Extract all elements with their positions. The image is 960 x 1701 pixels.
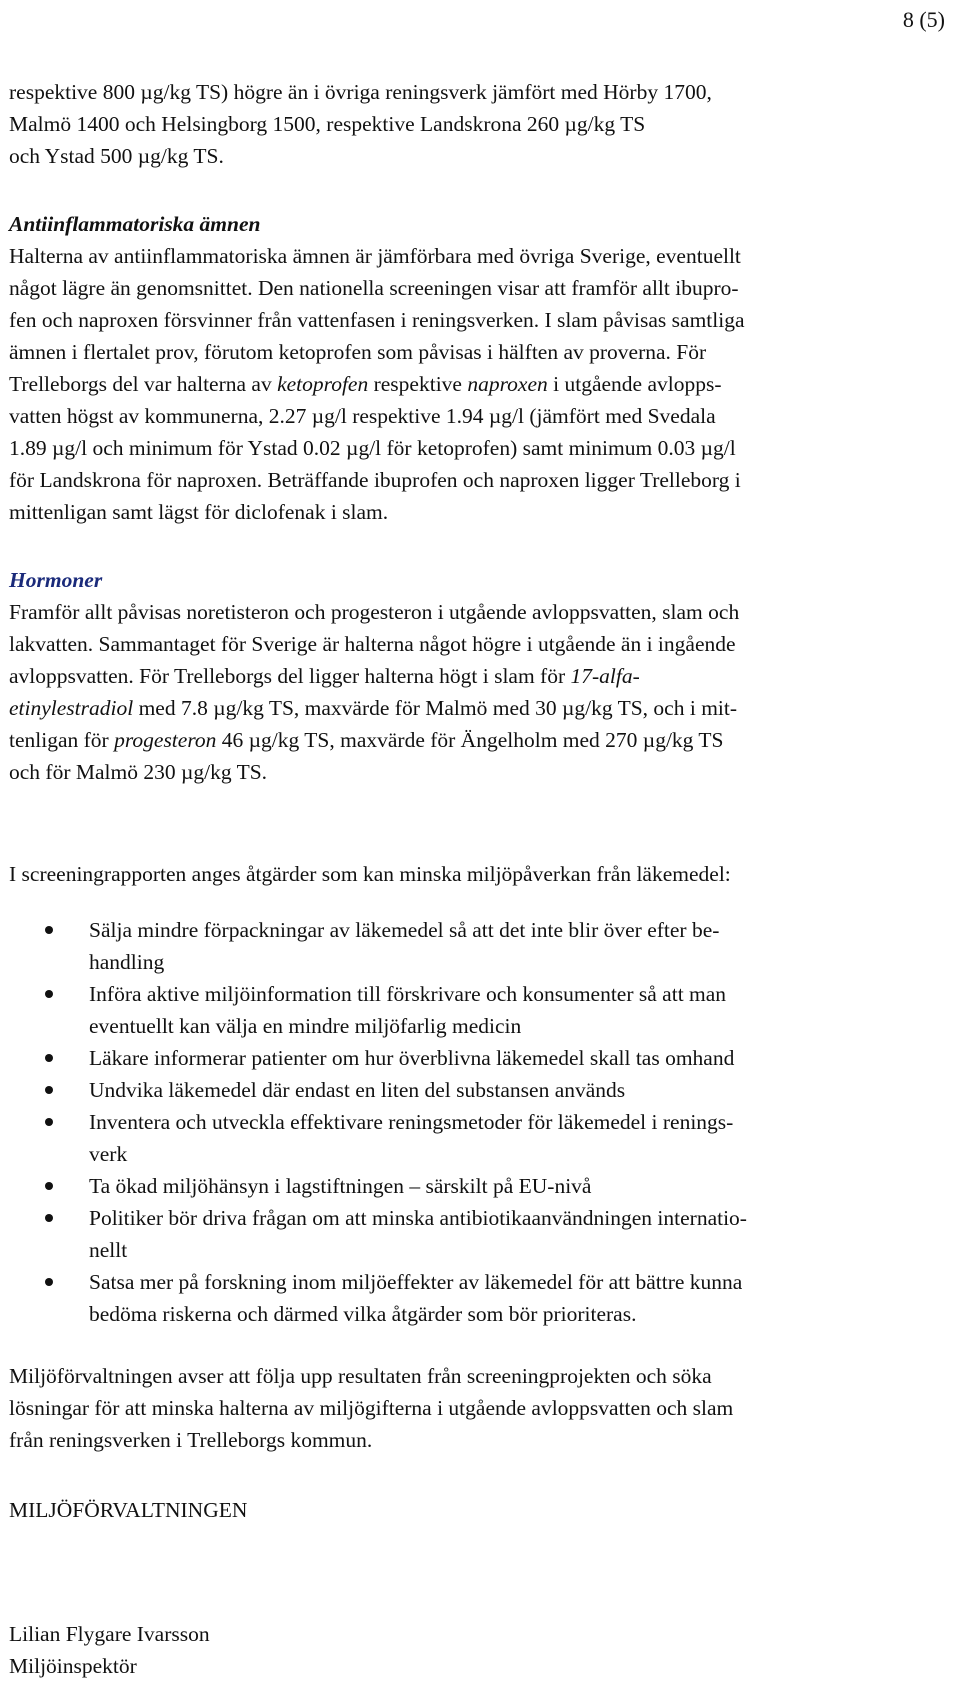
text-run: Trelleborgs del var halterna av	[9, 372, 278, 396]
list-item	[9, 1170, 949, 1202]
paragraph-line	[9, 724, 949, 756]
signature-block	[9, 1618, 949, 1682]
closing-paragraph	[9, 1360, 949, 1456]
paragraph-line: ämnen i flertalet prov, förutom ketoprofen som påvisas i hälften av proverna. För	[9, 340, 707, 364]
list-item	[9, 1042, 949, 1074]
document-body	[9, 76, 949, 1682]
list-item-line: Inventera och utveckla effektivare reningsmetoder för läkemedel i renings-	[89, 1110, 734, 1134]
paragraph-line: vatten högst av kommunerna, 2.27 µg/l respektive 1.94 µg/l (jämfört med Svedala	[9, 404, 716, 428]
text-run: avloppsvatten. För Trelleborgs del ligger halterna högt i slam för	[9, 664, 571, 688]
bullet-icon	[45, 1278, 53, 1286]
bullet-icon	[45, 926, 53, 934]
paragraph-line: lakvatten. Sammantaget för Sverige är halterna något högre i utgående än i ingående	[9, 632, 736, 656]
intro-line: respektive 800 µg/kg TS) högre än i övriga reningsverk jämfört med Hörby 1700,	[9, 80, 712, 104]
section-antiinflammatory	[9, 208, 949, 528]
bullet-icon	[45, 1086, 53, 1094]
list-item-line: Sälja mindre förpackningar av läkemedel så att det inte blir över efter be-	[89, 918, 720, 942]
list-item-line: handling	[89, 950, 165, 974]
list-item	[9, 978, 949, 1042]
list-item-line: bedöma riskerna och därmed vilka åtgärder som bör prioriteras.	[89, 1302, 637, 1326]
paragraph-line: något lägre än genomsnittet. Den nationella screeningen visar att framför allt ibupro-	[9, 276, 739, 300]
signature-title: Miljöinspektör	[9, 1654, 137, 1678]
substance-name: naproxen	[467, 372, 548, 396]
page-number: 8 (5)	[902, 7, 945, 32]
list-item-line: Politiker bör driva frågan om att minska antibiotikaanvändningen internatio-	[89, 1206, 747, 1230]
paragraph-line: 1.89 µg/l och minimum för Ystad 0.02 µg/l för ketoprofen) samt minimum 0.03 µg/l	[9, 436, 736, 460]
department-name: MILJÖFÖRVALTNINGEN	[9, 1498, 248, 1522]
list-item-line: verk	[89, 1142, 128, 1166]
text-run: med 7.8 µg/kg TS, maxvärde för Malmö med 30 µg/kg TS, och i mit-	[133, 696, 738, 720]
list-item	[9, 1266, 949, 1330]
intro-line: och Ystad 500 µg/kg TS.	[9, 144, 224, 168]
list-item	[9, 1074, 949, 1106]
list-item-line: Undvika läkemedel där endast en liten del substansen används	[89, 1078, 626, 1102]
intro-line: Malmö 1400 och Helsingborg 1500, respektive Landskrona 260 µg/kg TS	[9, 112, 646, 136]
paragraph-line: Framför allt påvisas noretisteron och progesteron i utgående avloppsvatten, slam och	[9, 600, 740, 624]
list-item-line: Satsa mer på forskning inom miljöeffekter av läkemedel för att bättre kunna	[89, 1270, 743, 1294]
paragraph-line	[9, 660, 949, 692]
section-heading: Hormoner	[9, 568, 103, 592]
paragraph-line: Halterna av antiinflammatoriska ämnen är jämförbara med övriga Sverige, eventuellt	[9, 244, 741, 268]
bullet-icon	[45, 1118, 53, 1126]
text-run: respektive	[368, 372, 468, 396]
paragraph-line	[9, 368, 949, 400]
signature-name: Lilian Flygare Ivarsson	[9, 1622, 210, 1646]
list-item	[9, 914, 949, 978]
list-item-line: Läkare informerar patienter om hur överblivna läkemedel skall tas omhand	[89, 1046, 735, 1070]
list-item-line: Införa aktive miljöinformation till förskrivare och konsumenter så att man	[89, 982, 727, 1006]
paragraph-line: mittenligan samt lägst för diclofenak i slam.	[9, 500, 389, 524]
text-run: tenligan för	[9, 728, 115, 752]
bullet-icon	[45, 1054, 53, 1062]
substance-name: 17-alfa-	[570, 664, 640, 688]
paragraph-line: för Landskrona för naproxen. Beträffande ibuprofen och naproxen ligger Trelleborg i	[9, 468, 741, 492]
substance-name: progesteron	[114, 728, 217, 752]
list-item-line: Ta ökad miljöhänsyn i lagstiftningen – särskilt på EU-nivå	[89, 1174, 592, 1198]
list-item	[9, 1106, 949, 1170]
substance-name: etinylestradiol	[9, 696, 134, 720]
section-hormones	[9, 564, 949, 788]
paragraph-line: fen och naproxen försvinner från vattenfasen i reningsverken. I slam påvisas samtliga	[9, 308, 745, 332]
list-item	[9, 1202, 949, 1266]
paragraph-line: från reningsverken i Trelleborgs kommun.	[9, 1428, 373, 1452]
bullet-icon	[45, 1214, 53, 1222]
bullet-icon	[45, 990, 53, 998]
paragraph-line	[9, 692, 949, 724]
text-run: i utgående avlopps-	[547, 372, 722, 396]
bullet-icon	[45, 1182, 53, 1190]
list-item-line: eventuellt kan välja en mindre miljöfarlig medicin	[89, 1014, 522, 1038]
substance-name: ketoprofen	[277, 372, 369, 396]
text-run: 46 µg/kg TS, maxvärde för Ängelholm med 270 µg/kg TS	[216, 728, 724, 752]
measures-list	[9, 914, 949, 1330]
intro-paragraph	[9, 76, 949, 172]
list-item-line: nellt	[89, 1238, 128, 1262]
paragraph-line: Miljöförvaltningen avser att följa upp resultaten från screeningprojekten och söka	[9, 1364, 712, 1388]
section-heading: Antiinflammatoriska ämnen	[9, 212, 261, 236]
paragraph-line: lösningar för att minska halterna av miljögifterna i utgående avloppsvatten och slam	[9, 1396, 734, 1420]
measures-intro: I screeningrapporten anges åtgärder som kan minska miljöpåverkan från läkemedel:	[9, 862, 731, 886]
paragraph-line: och för Malmö 230 µg/kg TS.	[9, 760, 268, 784]
